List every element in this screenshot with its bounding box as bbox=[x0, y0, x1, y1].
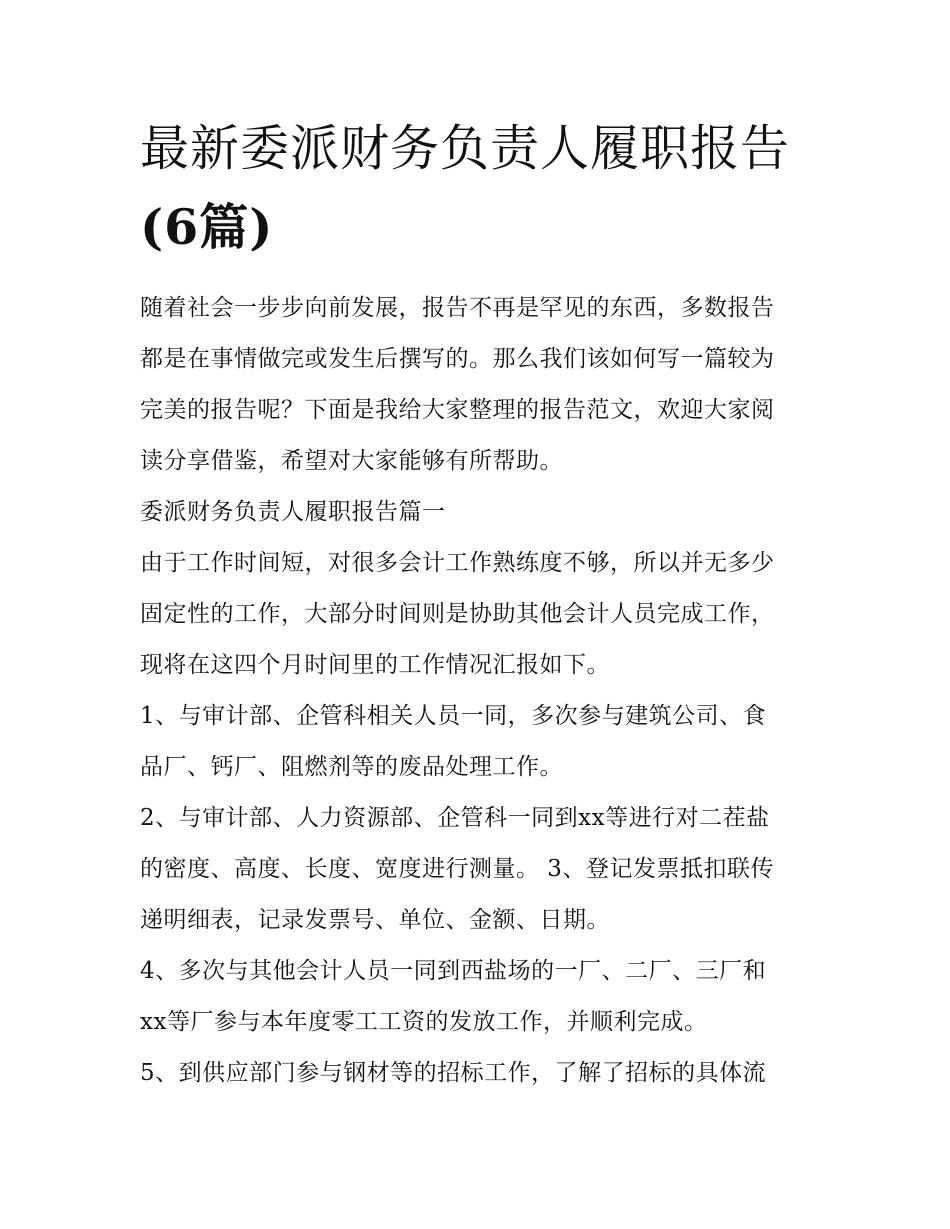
text-line: 1、与审计部、企管科相关人员一同，多次参与建筑公司、食 bbox=[140, 703, 767, 729]
text-line: 5、到供应部门参与钢材等的招标工作，了解了招标的具体流 bbox=[140, 1060, 767, 1086]
section-heading bbox=[140, 487, 820, 538]
title-line-2: (6篇) bbox=[140, 198, 274, 256]
list-item-1 bbox=[140, 691, 820, 793]
intro-paragraph bbox=[140, 283, 820, 487]
text-line: 读分享借鉴，希望对大家能够有所帮助。 bbox=[140, 448, 563, 474]
document-body bbox=[140, 110, 820, 1099]
document-title bbox=[140, 110, 820, 266]
text-line: 2、与审计部、人力资源部、企管科一同到xx等进行对二茬盐 bbox=[140, 805, 770, 831]
list-item-2 bbox=[140, 793, 820, 946]
text-line: 由于工作时间短，对很多会计工作熟练度不够，所以并无多少 bbox=[140, 550, 775, 576]
text-line: 完美的报告呢？下面是我给大家整理的报告范文，欢迎大家阅 bbox=[140, 397, 775, 423]
text-line: 的密度、高度、长度、宽度进行测量。 3、登记发票抵扣联传 bbox=[140, 856, 774, 882]
text-line: 固定性的工作，大部分时间则是协助其他会计人员完成工作， bbox=[140, 601, 775, 627]
list-item-4 bbox=[140, 946, 820, 1048]
text-line: 随着社会一步步向前发展，报告不再是罕见的东西，多数报告 bbox=[140, 295, 775, 321]
text-line: xx等厂参与本年度零工工资的发放工作，并顺利完成。 bbox=[140, 1009, 708, 1035]
body-paragraph bbox=[140, 538, 820, 691]
list-item-5 bbox=[140, 1048, 820, 1099]
text-line: 品厂、钙厂、阻燃剂等的废品处理工作。 bbox=[140, 754, 563, 780]
text-line: 现将在这四个月时间里的工作情况汇报如下。 bbox=[140, 652, 610, 678]
section-heading-text: 委派财务负责人履职报告篇一 bbox=[140, 499, 446, 525]
text-line: 都是在事情做完或发生后撰写的。那么我们该如何写一篇较为 bbox=[140, 346, 775, 372]
text-line: 递明细表，记录发票号、单位、金额、日期。 bbox=[140, 907, 610, 933]
title-line-1: 最新委派财务负责人履职报告 bbox=[140, 120, 791, 177]
text-line: 4、多次与其他会计人员一同到西盐场的一厂、二厂、三厂和 bbox=[140, 958, 767, 984]
